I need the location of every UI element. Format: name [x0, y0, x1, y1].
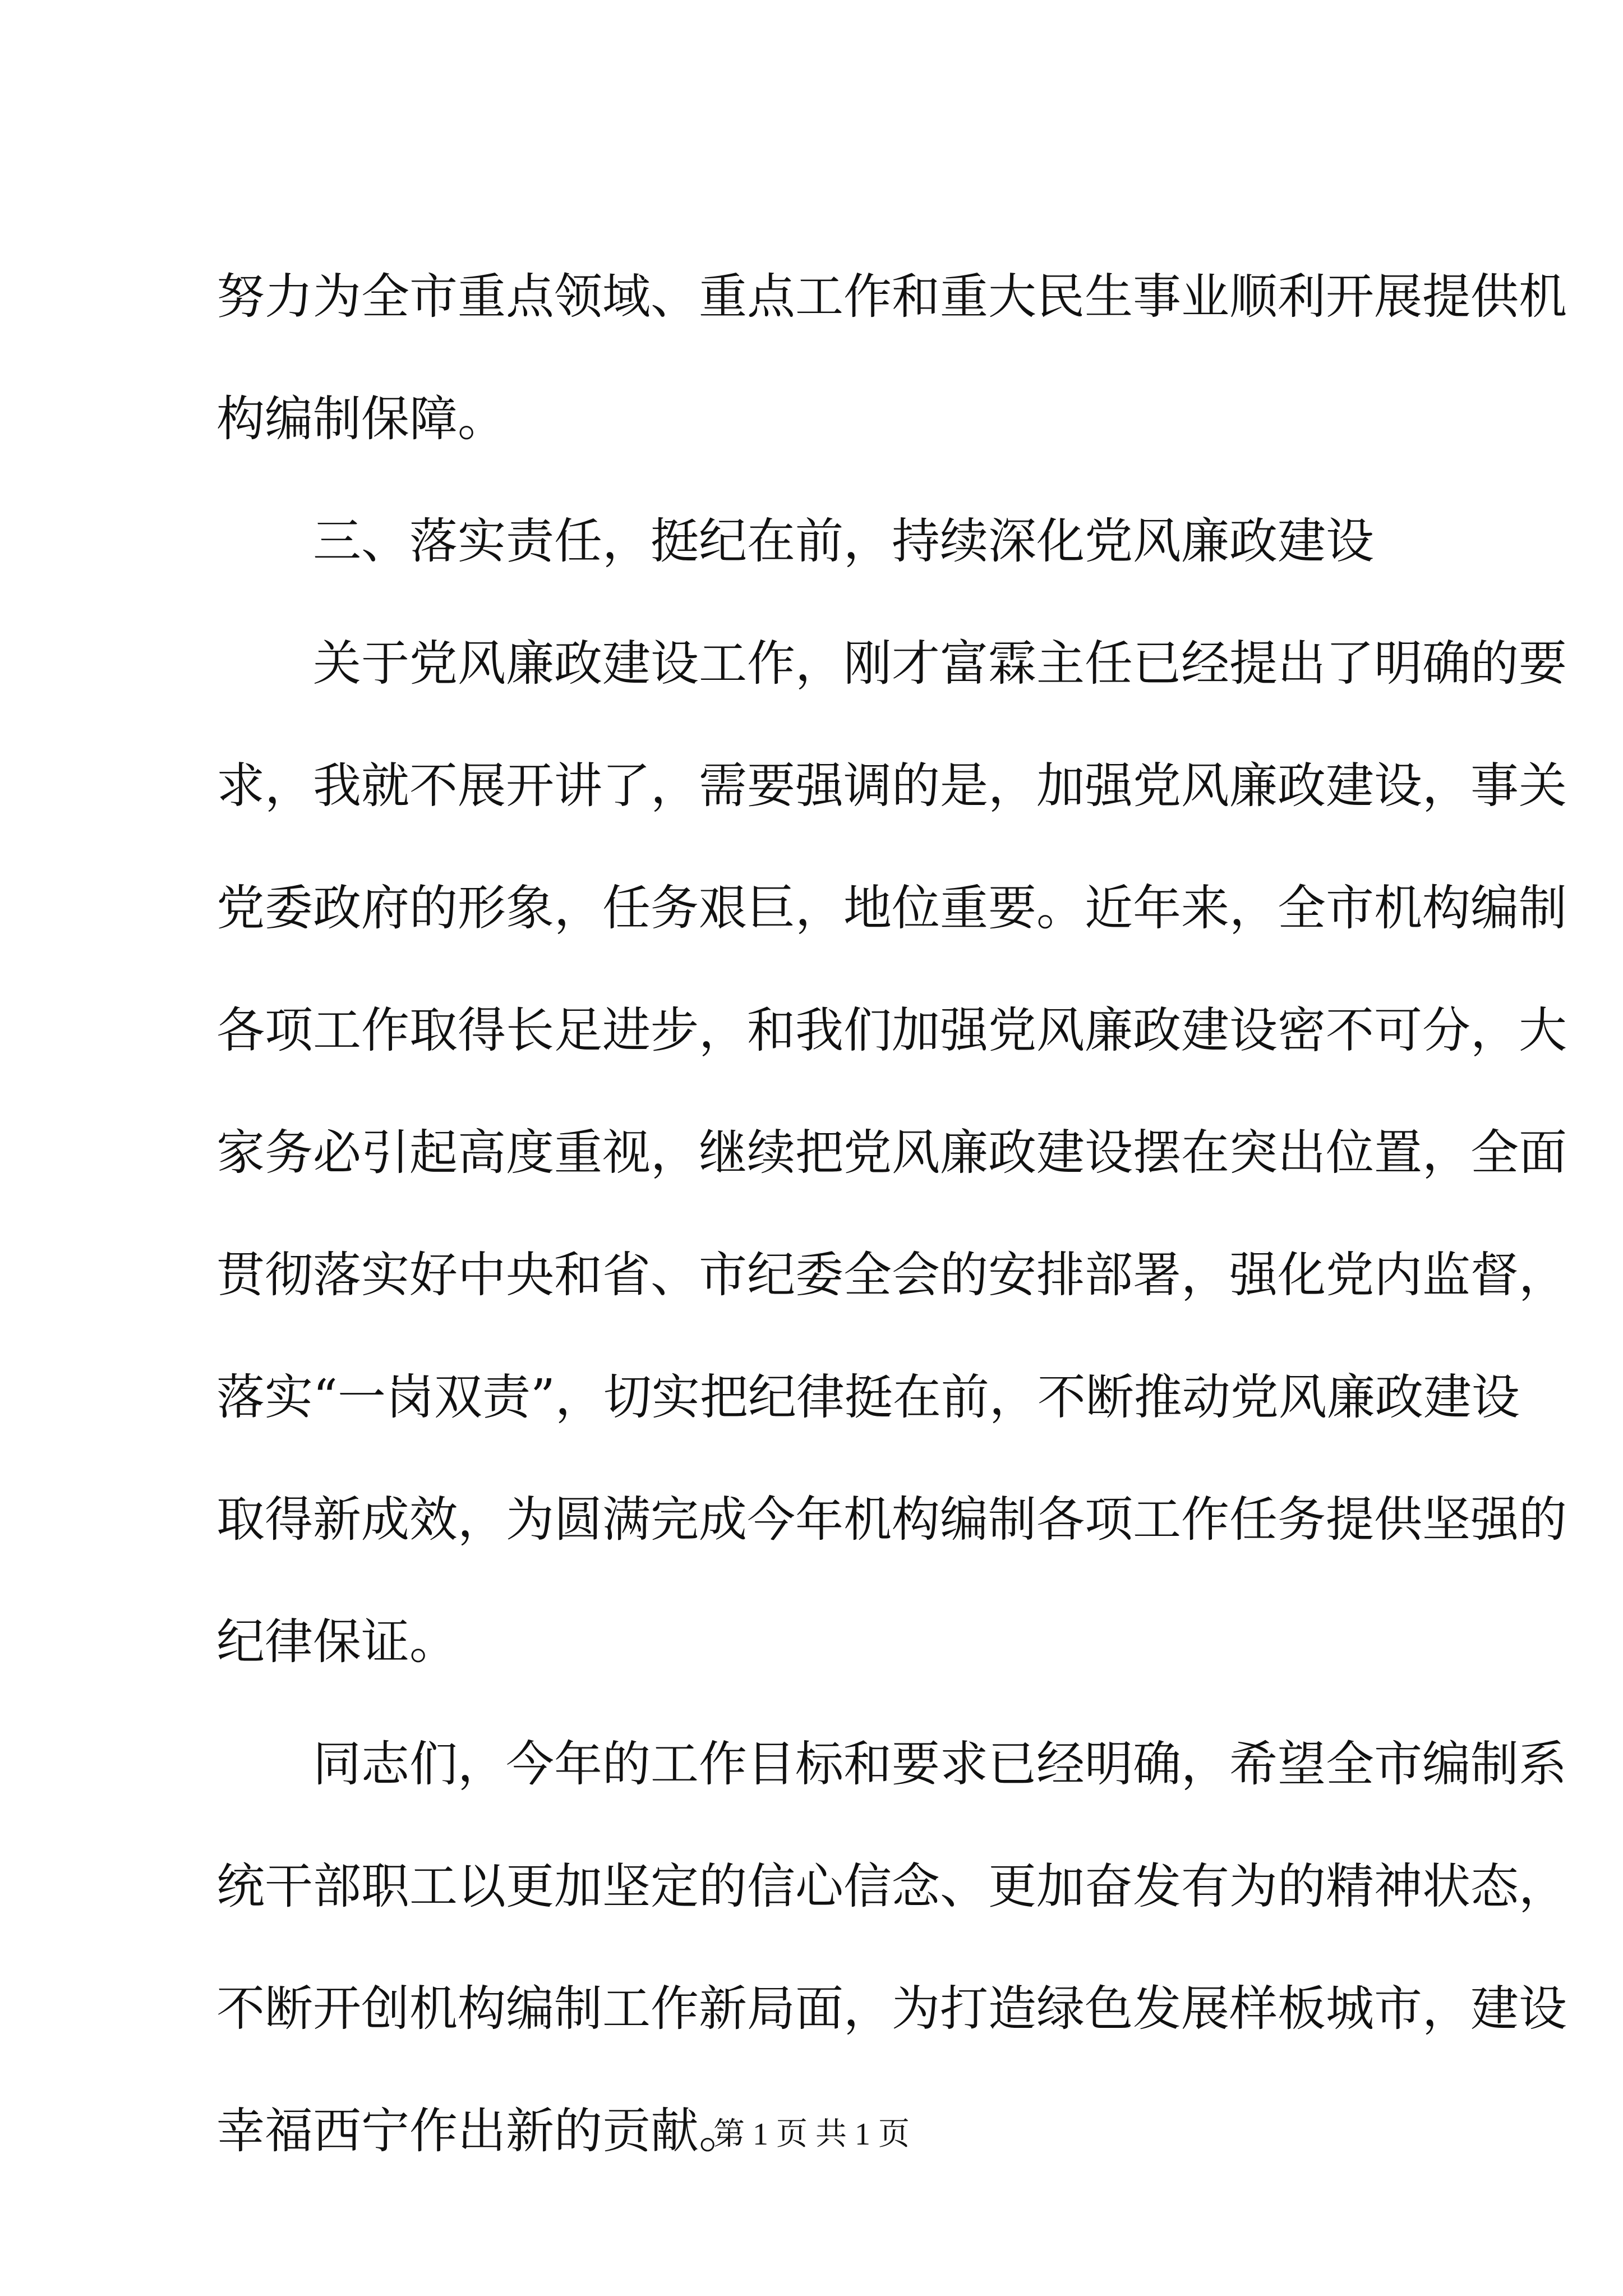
text-line: 关于党风廉政建设工作，刚才富霖主任已经提出了明确的要	[313, 636, 1567, 692]
text-line: 同志们，今年的工作目标和要求已经明确，希望全市编制系	[313, 1736, 1567, 1792]
text-line: 三、落实责任，挺纪在前，持续深化党风廉政建设	[313, 513, 1374, 569]
text-line: 落实“一岗双责”，切实把纪律挺在前，不断推动党风廉政建设	[216, 1369, 1520, 1425]
text-line: 求，我就不展开讲了，需要强调的是，加强党风廉政建设，事关	[216, 758, 1567, 814]
text-line: 幸福西宁作出新的贡献。	[216, 2103, 747, 2159]
text-line: 努力为全市重点领域、重点工作和重大民生事业顺利开展提供机	[216, 269, 1567, 325]
page-footer: 第 1 页 共 1 页	[713, 2117, 910, 2152]
document-body	[216, 264, 1567, 2220]
text-line: 不断开创机构编制工作新局面，为打造绿色发展样板城市，建设	[216, 1981, 1567, 2037]
text-line: 统干部职工以更加坚定的信心信念、更加奋发有为的精神状态，	[216, 1858, 1567, 1915]
text-line: 家务必引起高度重视，继续把党风廉政建设摆在突出位置，全面	[216, 1125, 1567, 1181]
text-line: 各项工作取得长足进步，和我们加强党风廉政建设密不可分，大	[216, 1002, 1567, 1059]
text-line: 取得新成效，为圆满完成今年机构编制各项工作任务提供坚强的	[216, 1492, 1567, 1548]
text-line: 纪律保证。	[216, 1614, 458, 1670]
text-line: 构编制保障。	[216, 391, 506, 447]
text-line: 贯彻落实好中央和省、市纪委全会的安排部署，强化党内监督，	[216, 1247, 1567, 1303]
text-line: 党委政府的形象，任务艰巨，地位重要。近年来，全市机构编制	[216, 880, 1567, 936]
